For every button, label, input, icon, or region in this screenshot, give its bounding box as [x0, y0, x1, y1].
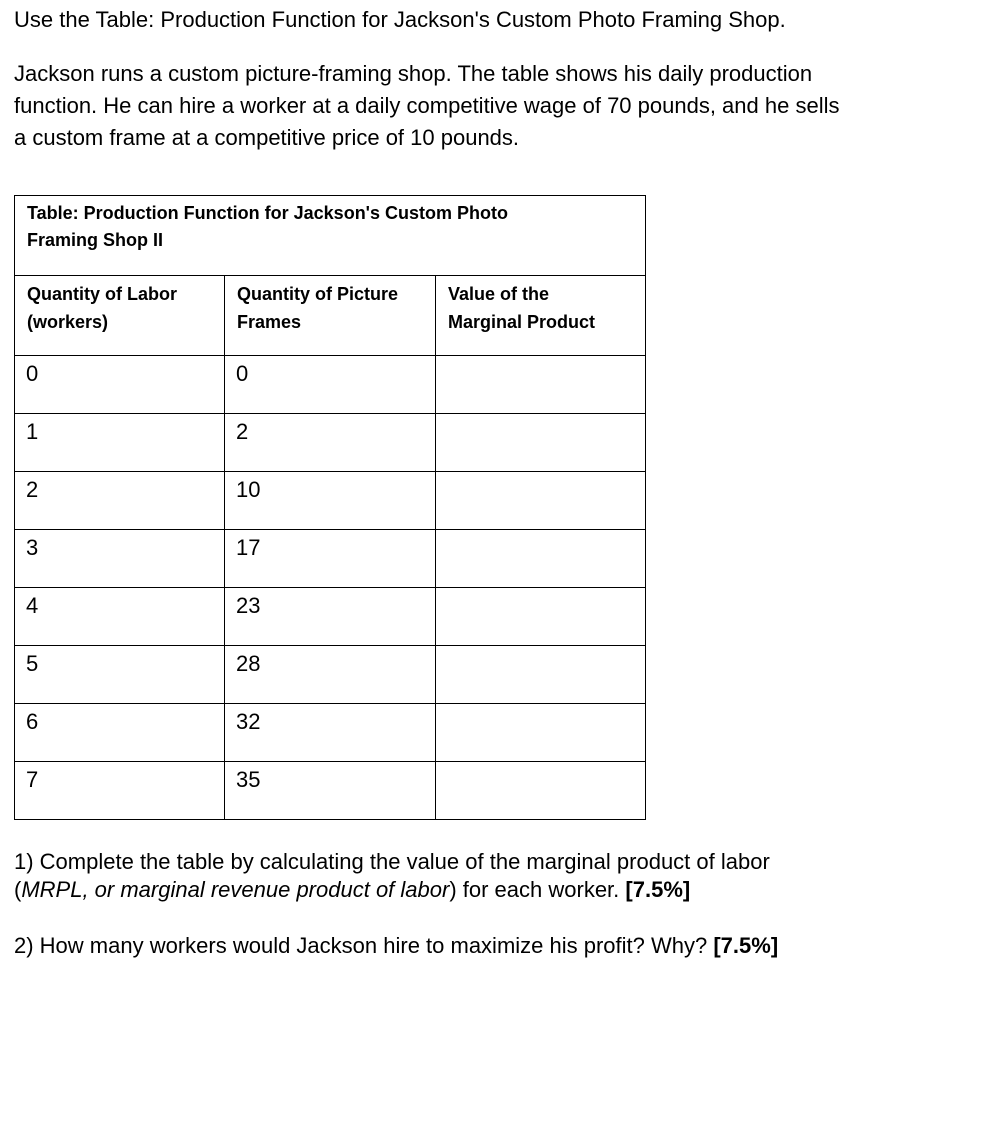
q1-italic-term: MRPL, or marginal revenue product of labor — [21, 877, 450, 902]
labor-cell: 2 — [15, 472, 225, 530]
q2-weight: [7.5%] — [713, 933, 779, 958]
intro-line-1: Jackson runs a custom picture-framing shop. The table shows his daily production — [14, 61, 813, 86]
vmp-cell[interactable] — [436, 414, 646, 472]
vmp-cell[interactable] — [436, 356, 646, 414]
header-quantity-of-labor — [15, 276, 225, 356]
question-1-line-2 — [14, 876, 690, 904]
vmp-cell[interactable] — [436, 588, 646, 646]
header-vmp-line-1: Value of the — [448, 284, 550, 304]
frames-cell: 2 — [225, 414, 436, 472]
frames-cell: 35 — [225, 762, 436, 820]
intro-line-3: a custom frame at a competitive price of 10 pounds. — [14, 125, 520, 150]
vmp-cell[interactable] — [436, 472, 646, 530]
header-frames-line-1: Quantity of Picture — [237, 284, 399, 304]
table-row — [15, 588, 646, 646]
header-labor-line-1: Quantity of Labor — [27, 284, 177, 304]
table-row — [15, 472, 646, 530]
header-vmp-line-2: Marginal Product — [448, 312, 596, 332]
frames-cell: 17 — [225, 530, 436, 588]
table-row — [15, 414, 646, 472]
question-title: Use the Table: Production Function for Jackson's Custom Photo Framing Shop. — [14, 7, 786, 32]
labor-cell: 4 — [15, 588, 225, 646]
table-caption — [15, 196, 646, 276]
header-quantity-of-frames — [225, 276, 436, 356]
table-row — [15, 646, 646, 704]
labor-cell: 6 — [15, 704, 225, 762]
vmp-cell[interactable] — [436, 530, 646, 588]
header-value-marginal-product — [436, 276, 646, 356]
question-1-line-1: 1) Complete the table by calculating the value of the marginal product of labor — [14, 849, 770, 874]
vmp-cell[interactable] — [436, 646, 646, 704]
table-row — [15, 530, 646, 588]
labor-cell: 5 — [15, 646, 225, 704]
question-2 — [14, 932, 778, 960]
labor-cell: 0 — [15, 356, 225, 414]
frames-cell: 32 — [225, 704, 436, 762]
table-row — [15, 356, 646, 414]
labor-cell: 1 — [15, 414, 225, 472]
q1-paren-open: ( — [14, 877, 22, 902]
labor-cell: 7 — [15, 762, 225, 820]
header-labor-line-2: (workers) — [27, 312, 109, 332]
frames-cell: 0 — [225, 356, 436, 414]
q1-weight: [7.5%] — [625, 877, 691, 902]
table-caption-row — [15, 196, 646, 276]
labor-cell: 3 — [15, 530, 225, 588]
table-caption-line-2: Framing Shop II — [27, 230, 164, 250]
q2-text: 2) How many workers would Jackson hire to maximize his profit? Why? — [14, 933, 714, 958]
table-row — [15, 704, 646, 762]
vmp-cell[interactable] — [436, 762, 646, 820]
table-row — [15, 762, 646, 820]
vmp-cell[interactable] — [436, 704, 646, 762]
table-header-row — [15, 276, 646, 356]
frames-cell: 28 — [225, 646, 436, 704]
header-frames-line-2: Frames — [237, 312, 302, 332]
frames-cell: 10 — [225, 472, 436, 530]
q1-after-italic: ) for each worker. — [449, 877, 626, 902]
frames-cell: 23 — [225, 588, 436, 646]
production-function-table — [14, 195, 646, 820]
intro-line-2: function. He can hire a worker at a daily competitive wage of 70 pounds, and he sells — [14, 93, 840, 118]
table-caption-line-1: Table: Production Function for Jackson's Custom Photo — [27, 203, 508, 223]
